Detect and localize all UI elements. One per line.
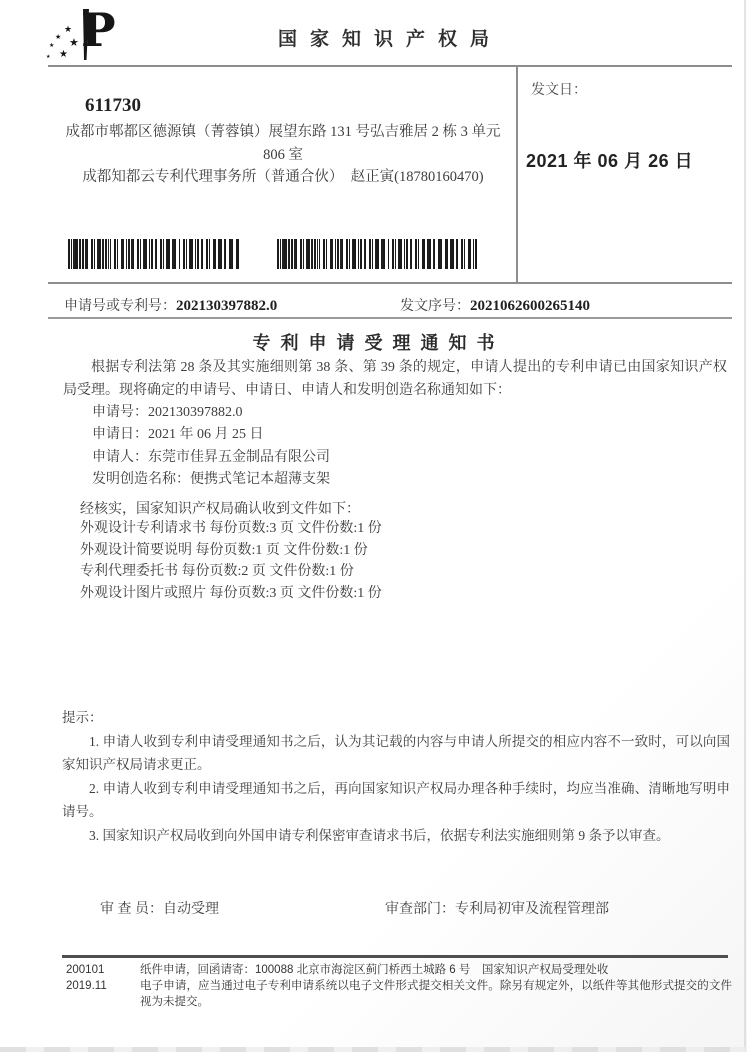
notice-paragraph: 根据专利法第 28 条及其实施细则第 38 条、第 39 条的规定，申请人提出的专利申请已由国家知识产权局受理。现将确定的申请号、申请日、申请人和发明创造名称通知如下： [63, 360, 727, 398]
document-item: 专利代理委托书 每份页数:2 页 文件份数:1 份 [80, 564, 354, 580]
footer-notes [140, 962, 732, 1010]
numbers-divider [48, 317, 732, 319]
form-code: 200101 [66, 964, 105, 976]
agency-title: 国家知识产权局 [277, 29, 502, 50]
department-value: 专利局初审及流程管理部 [455, 902, 609, 917]
scan-edge [0, 1047, 747, 1052]
svg-text:P: P [81, 5, 116, 57]
cnipa-logo-icon [38, 5, 128, 63]
tip-item: 2. 申请人收到专利申请受理通知书之后，再向国家知识产权局办理各种手续时，均应当准确、清晰地写明申请号。 [62, 780, 730, 819]
tip-item: 3. 国家知识产权局收到向外国申请专利保密审查请求书后，依据专利法实施细则第 9 条予以审查。 [89, 827, 670, 843]
tips-title: 提示： [62, 710, 103, 725]
footer [66, 962, 732, 1010]
svg-text:★: ★ [46, 54, 51, 60]
serial-number: 2021062600265140 [470, 298, 590, 314]
examiner-value: 自动受理 [163, 902, 219, 917]
numbers-row [64, 295, 728, 315]
mail-section-divider [48, 282, 732, 284]
svg-text:★: ★ [49, 42, 55, 49]
department-label: 审查部门： [385, 902, 455, 917]
header-divider [48, 65, 732, 67]
field-row: 发明创造名称：便携式笔记本超薄支架 [92, 471, 330, 487]
address-line: 成都市郫都区德源镇（菁蓉镇）展望东路 131 号弘吉雅居 2 栋 3 单元 [65, 124, 501, 140]
svg-text:★: ★ [59, 49, 68, 60]
tips-section [62, 706, 730, 847]
confirmation-line: 经核实，国家知识产权局确认收到文件如下： [80, 502, 360, 517]
barcode-icon [68, 239, 240, 269]
footer-divider [62, 955, 728, 958]
document-item: 外观设计简要说明 每份页数:1 页 文件份数:1 份 [80, 542, 368, 558]
dispatch-date-label: 发文日： [531, 83, 587, 98]
svg-text:★: ★ [69, 36, 79, 49]
received-documents-list [80, 518, 382, 604]
svg-text:★: ★ [64, 25, 73, 35]
application-number: 202130397882.0 [176, 298, 278, 314]
footer-note: 电子申请，应当通过电子专利申请系统以电子文件形式提交相关文件。除另有规定外，以纸件等其他形式提交的文件视为未提交。 [140, 980, 732, 1008]
document-item: 外观设计图片或照片 每份页数:3 页 文件份数:1 份 [80, 585, 382, 601]
recipient-line: 成都知都云专利代理事务所（普通合伙） 赵正寅(18780160470) [82, 169, 484, 185]
field-row: 申请号：202130397882.0 [92, 405, 243, 420]
postal-code: 611730 [85, 95, 141, 116]
svg-text:★: ★ [55, 33, 62, 41]
sign-row [100, 898, 730, 918]
document-item: 外观设计专利请求书 每份页数:3 页 文件份数:1 份 [80, 521, 382, 536]
scan-edge [744, 0, 746, 1052]
notice-fields [92, 402, 330, 491]
footer-note: 纸件申请，回函请寄：100088 北京市海淀区蓟门桥西土城路 6 号 国家知识产权局受理处收 [140, 964, 609, 976]
form-code: 2019.11 [66, 980, 107, 992]
mail-address-block [58, 121, 508, 189]
address-line: 806 室 [263, 146, 303, 163]
application-number-label: 申请号或专利号： [64, 299, 176, 314]
field-row: 申请日：2021 年 06 月 25 日 [92, 427, 264, 443]
notice-title: 专利申请受理通知书 [252, 333, 505, 353]
serial-number-label: 发文序号： [400, 299, 470, 314]
form-codes [66, 962, 140, 1010]
barcode-icon [277, 239, 478, 269]
tip-item: 1. 申请人收到专利申请受理通知书之后，认为其记载的内容与申请人所提交的相应内容不一致时，可以向国家知识产权局请求更正。 [62, 733, 730, 772]
dispatch-date-value: 2021 年 06 月 26 日 [526, 151, 694, 171]
field-row: 申请人：东莞市佳昇五金制品有限公司 [92, 449, 330, 465]
examiner-label: 审 查 员： [100, 902, 163, 917]
date-box-left-border [516, 65, 518, 284]
